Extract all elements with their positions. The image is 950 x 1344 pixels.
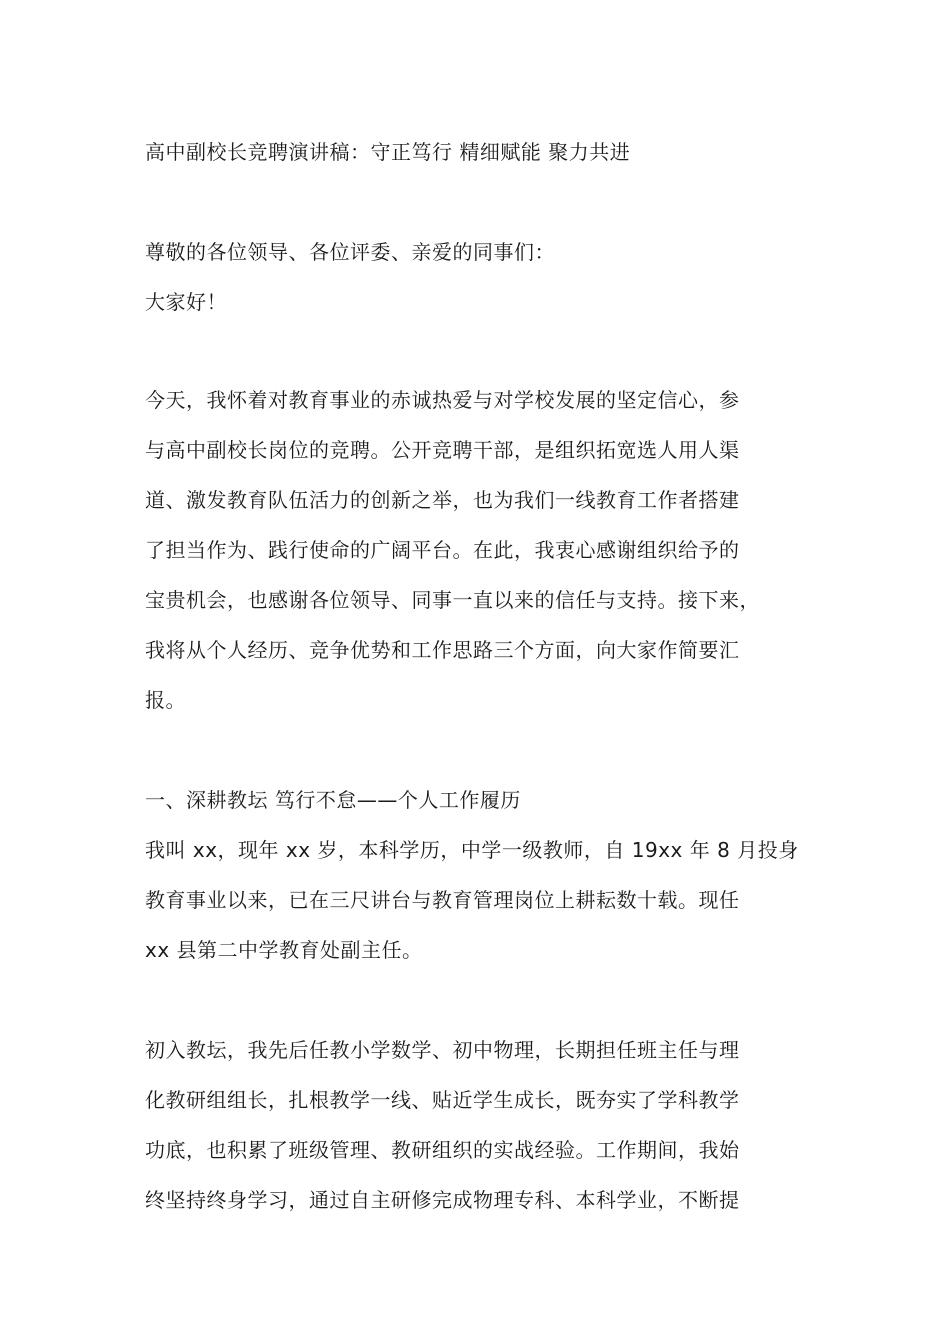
paragraph-line: xx 县第二中学教育处副主任。 xyxy=(145,938,423,962)
paragraph-line: 我将从个人经历、竞争优势和工作思路三个方面，向大家作简要汇 xyxy=(145,638,740,662)
paragraph-line: 与高中副校长岗位的竞聘。公开竞聘干部，是组织拓宽选人用人渠 xyxy=(145,438,740,462)
greeting: 大家好！ xyxy=(145,290,227,314)
salutation: 尊敬的各位领导、各位评委、亲爱的同事们： xyxy=(145,240,555,264)
paragraph-line: 教育事业以来，已在三尺讲台与教育管理岗位上耕耘数十载。现任 xyxy=(145,888,740,912)
paragraph-line: 功底，也积累了班级管理、教研组织的实战经验。工作期间，我始 xyxy=(145,1138,740,1162)
paragraph-line: 了担当作为、践行使命的广阔平台。在此，我衷心感谢组织给予的 xyxy=(145,538,740,562)
section-heading: 一、深耕教坛 笃行不怠——个人工作履历 xyxy=(145,788,521,812)
paragraph-line: 宝贵机会，也感谢各位领导、同事一直以来的信任与支持。接下来， xyxy=(145,588,760,612)
paragraph-line: 化教研组组长，扎根教学一线、贴近学生成长，既夯实了学科教学 xyxy=(145,1088,740,1112)
paragraph-line: 我叫 xx，现年 xx 岁，本科学历，中学一级教师，自 19xx 年 8 月投身 xyxy=(145,838,799,862)
paragraph-line: 报。 xyxy=(145,688,186,712)
paragraph-line: 道、激发教育队伍活力的创新之举，也为我们一线教育工作者搭建 xyxy=(145,488,740,512)
paragraph-line: 终坚持终身学习，通过自主研修完成物理专科、本科学业，不断提 xyxy=(145,1188,740,1212)
paragraph-line: 今天，我怀着对教育事业的赤诚热爱与对学校发展的坚定信心，参 xyxy=(145,388,740,412)
document-title: 高中副校长竞聘演讲稿：守正笃行 精细赋能 聚力共进 xyxy=(145,140,631,164)
paragraph-line: 初入教坛，我先后任教小学数学、初中物理，长期担任班主任与理 xyxy=(145,1038,740,1062)
